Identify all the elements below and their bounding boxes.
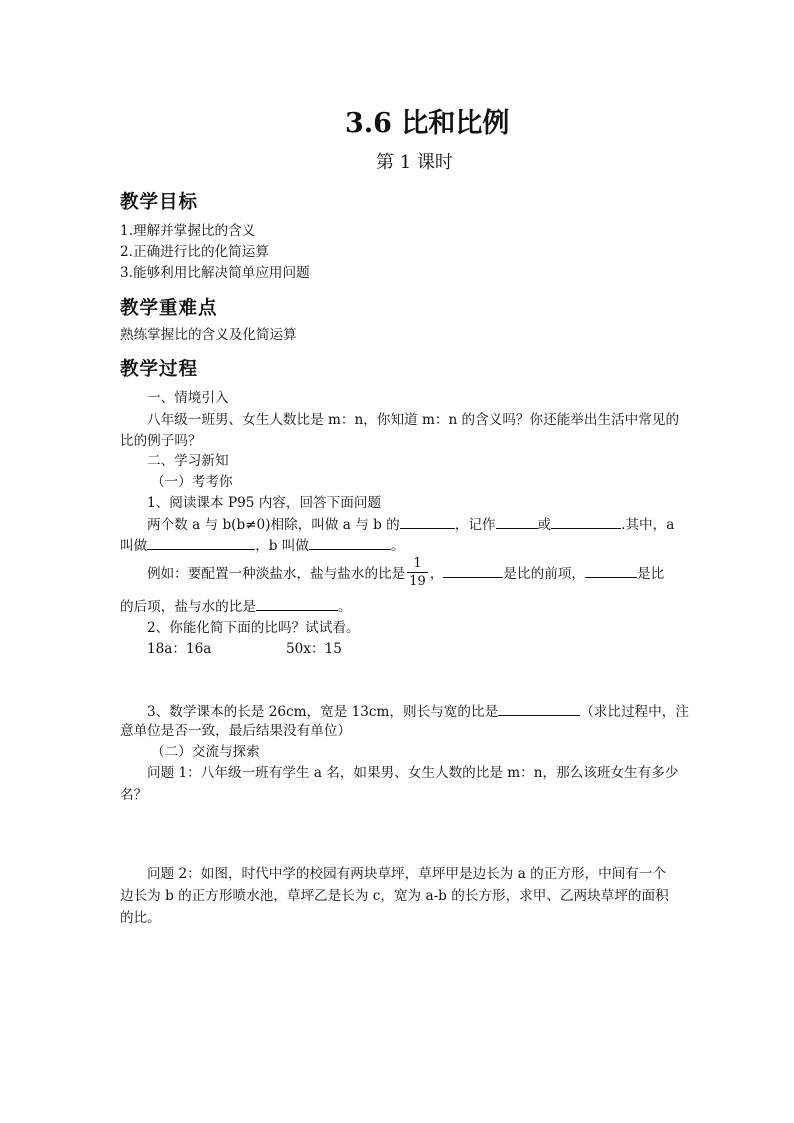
problem1-line: 问题 1：八年级一班有学生 a 名，如果男、女生人数的比是 m：n，那么该班女生有多少	[147, 765, 679, 781]
answer-blank	[551, 514, 621, 529]
text-run: 叫做	[120, 538, 148, 554]
question2-expr1: 18a：16a	[147, 641, 212, 657]
part1-line: 八年级一班男、女生人数比是 m：n，你知道 m：n 的含义吗？你还能举出生活中常见的	[147, 412, 680, 428]
text-run: 是比的前项，	[503, 566, 585, 582]
text-run: 。	[337, 599, 352, 615]
process-heading: 教学过程	[120, 359, 199, 380]
page-subtitle: 第 1 课时	[376, 152, 453, 173]
answer-blank	[585, 563, 637, 578]
text-run: 两个数 a 与 b(b≠0)相除，叫做 a 与 b 的	[147, 517, 400, 533]
sub2-title: （二）交流与探索	[151, 744, 260, 760]
keypoints-heading: 教学重难点	[120, 298, 218, 319]
goals-heading: 教学目标	[120, 192, 199, 213]
text-run: .其中，a	[621, 517, 675, 533]
answer-blank	[256, 596, 338, 611]
question1-line1	[147, 514, 674, 535]
answer-blank	[443, 563, 503, 578]
text-run: ，	[429, 566, 444, 582]
goal-item: 1.理解并掌握比的含义	[120, 223, 256, 239]
answer-blank	[400, 514, 455, 529]
page-title: 3.6 比和比例	[345, 108, 510, 139]
answer-blank	[498, 701, 580, 716]
example-line1	[147, 558, 664, 591]
part1-line: 比的例子吗？	[120, 433, 202, 449]
text-run: 3、数学课本的长是 26cm，宽是 13cm，则长与宽的比是	[147, 704, 499, 720]
problem2-line: 问题 2：如图，时代中学的校园有两块草坪，草坪甲是边长为 a 的正方形，中间有一个	[147, 866, 667, 882]
fraction	[407, 556, 428, 589]
answer-blank	[147, 535, 255, 550]
text-run: 是比	[636, 566, 665, 582]
text-run: 例如：要配置一种淡盐水，盐与盐水的比是	[147, 566, 406, 582]
question2-title: 2、你能化简下面的比吗？试试看。	[147, 620, 360, 636]
goal-item: 3.能够利用比解决简单应用问题	[120, 265, 310, 281]
part1-title: 一、情境引入	[147, 390, 229, 406]
question3-line1	[147, 701, 689, 722]
question3-line2: 意单位是否一致，最后结果没有单位）	[120, 723, 352, 739]
question1-line2	[120, 535, 405, 556]
example-line2	[120, 596, 352, 617]
answer-blank	[496, 514, 538, 529]
text-run: ，记作	[454, 517, 496, 533]
question1-title: 1、阅读课本 P95 内容，回答下面问题	[147, 495, 382, 511]
part2-title: 二、学习新知	[147, 453, 229, 469]
text-run: ，b 叫做	[255, 538, 309, 554]
answer-blank	[309, 535, 391, 550]
problem1-line: 名？	[120, 787, 148, 803]
goal-item: 2.正确进行比的化简运算	[120, 244, 269, 260]
fraction-numerator: 1	[413, 556, 422, 571]
question2-expr2: 50x：15	[286, 641, 342, 657]
text-run: （求比过程中，注	[580, 704, 689, 720]
problem2-line: 的比。	[120, 910, 161, 926]
sub1-title: （一）考考你	[151, 474, 233, 490]
fraction-denominator: 19	[409, 574, 426, 589]
text-run: 或	[537, 517, 552, 533]
problem2-line: 边长为 b 的正方形喷水池，草坪乙是长为 c，宽为 a-b 的长方形，求甲、乙两块草坪的面积	[120, 888, 669, 904]
keypoints-text: 熟练掌握比的含义及化简运算	[120, 327, 297, 343]
text-run: 的后项，盐与水的比是	[120, 599, 256, 615]
text-run: 。	[391, 538, 405, 554]
